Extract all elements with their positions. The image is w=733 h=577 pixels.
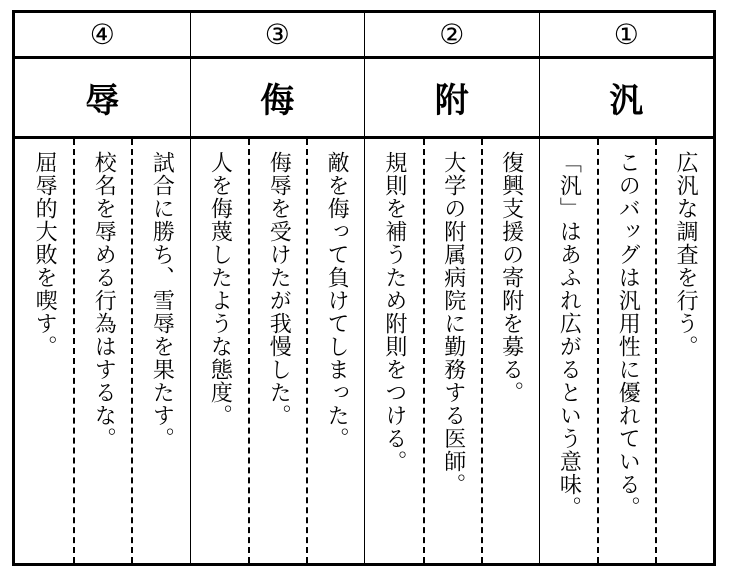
example-sentence: 敵を侮って負けてしまった。	[324, 151, 350, 450]
example-sentence: このバッグは汎用性に優れている。	[615, 151, 641, 519]
column-number: ①	[540, 13, 714, 59]
column-number: ②	[365, 13, 539, 59]
example-sentences	[365, 139, 539, 563]
example-sentence-cell	[306, 139, 364, 563]
example-sentence-cell	[15, 139, 73, 563]
kanji-column-1	[539, 13, 714, 563]
example-sentence-cell	[191, 139, 249, 563]
example-sentence-cell	[423, 139, 481, 563]
example-sentence: 侮辱を受けたが我慢した。	[266, 151, 292, 427]
kanji-character: 辱	[15, 59, 190, 139]
kanji-character: 附	[365, 59, 539, 139]
kanji-character: 侮	[191, 59, 365, 139]
example-sentence-cell	[73, 139, 131, 563]
kanji-worksheet	[12, 10, 716, 566]
example-sentence: 屈辱的大敗を喫す。	[32, 151, 58, 358]
example-sentence: 復興支援の寄附を募る。	[498, 151, 524, 404]
example-sentence-cell	[248, 139, 306, 563]
example-sentence-cell	[131, 139, 189, 563]
example-sentence-cell	[597, 139, 655, 563]
example-sentences	[15, 139, 190, 563]
example-sentence-cell	[365, 139, 423, 563]
example-sentences	[540, 139, 714, 563]
example-sentences	[191, 139, 365, 563]
example-sentence: 規則を補うため附則をつける。	[381, 151, 407, 473]
example-sentence-cell	[655, 139, 713, 563]
kanji-character: 汎	[540, 59, 714, 139]
kanji-column-2	[364, 13, 539, 563]
example-sentence: 人を侮蔑したような態度。	[207, 151, 233, 427]
example-sentence: 校名を辱める行為はするな。	[91, 151, 117, 450]
kanji-column-3	[190, 13, 365, 563]
kanji-column-4	[15, 13, 190, 563]
example-sentence: 大学の附属病院に勤務する医師。	[440, 151, 466, 496]
column-number: ③	[191, 13, 365, 59]
example-sentence-cell	[481, 139, 539, 563]
column-number: ④	[15, 13, 190, 59]
example-sentence: 広汎な調査を行う。	[673, 151, 699, 358]
example-sentence: 「汎」はあふれ広がるという意味。	[556, 151, 582, 519]
example-sentence-cell	[540, 139, 598, 563]
example-sentence: 試合に勝ち、雪辱を果たす。	[149, 151, 175, 450]
